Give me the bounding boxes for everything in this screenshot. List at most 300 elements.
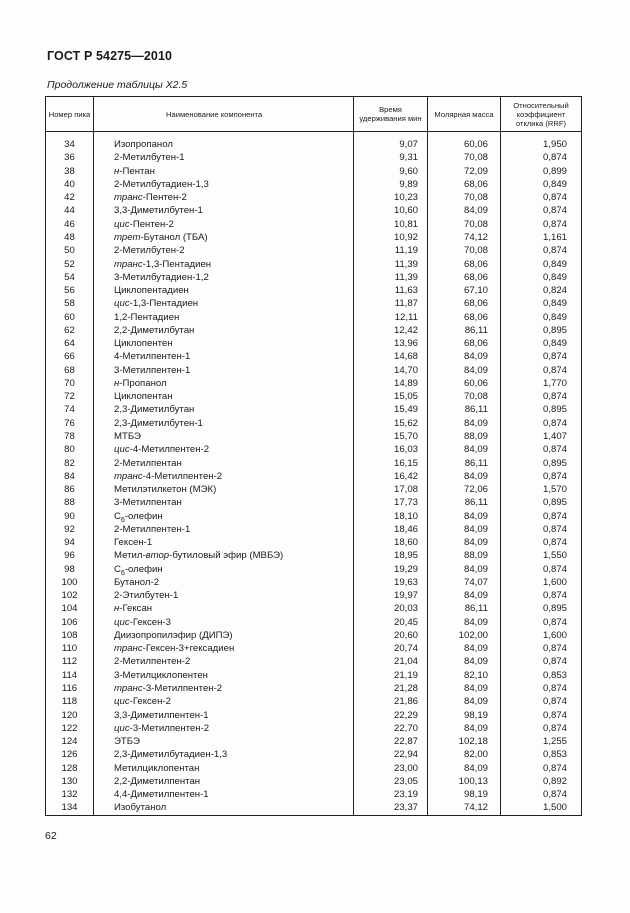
cell-peak-number: 88 bbox=[46, 496, 94, 509]
name-text: 3-Метилциклопентен bbox=[114, 669, 208, 681]
cell-retention-time: 16,03 bbox=[354, 443, 428, 456]
cell-retention-time: 20,74 bbox=[354, 642, 428, 655]
name-text: 2-Метилбутен-1 bbox=[114, 152, 185, 164]
cell-peak-number: 94 bbox=[46, 536, 94, 549]
cell-peak-number: 42 bbox=[46, 191, 94, 204]
cell-retention-time: 22,94 bbox=[354, 748, 428, 761]
name-text: 2-Метилпентан bbox=[114, 457, 182, 469]
table-row bbox=[46, 443, 582, 456]
cell-component-name bbox=[94, 364, 354, 377]
cell-retention-time: 21,86 bbox=[354, 695, 428, 708]
cell-peak-number: 38 bbox=[46, 165, 94, 178]
table-row bbox=[46, 616, 582, 629]
cell-retention-time: 9,07 bbox=[354, 132, 428, 152]
table-row bbox=[46, 735, 582, 748]
cell-molar-mass: 60,06 bbox=[428, 377, 501, 390]
cell-component-name bbox=[94, 563, 354, 576]
cell-component-name bbox=[94, 602, 354, 615]
cell-component-name bbox=[94, 509, 354, 522]
cell-retention-time: 9,60 bbox=[354, 165, 428, 178]
cell-component-name bbox=[94, 132, 354, 152]
cell-peak-number: 132 bbox=[46, 788, 94, 801]
cell-component-name bbox=[94, 695, 354, 708]
cell-component-name bbox=[94, 669, 354, 682]
table-row bbox=[46, 417, 582, 430]
name-italic-prefix: н bbox=[114, 603, 120, 615]
page-number: 62 bbox=[45, 830, 57, 842]
cell-retention-time: 15,62 bbox=[354, 417, 428, 430]
cell-rrf: 0,874 bbox=[501, 390, 582, 403]
table-row bbox=[46, 350, 582, 363]
cell-peak-number: 122 bbox=[46, 722, 94, 735]
name-text: -1,3-Пентадиен bbox=[129, 298, 199, 310]
cell-component-name bbox=[94, 775, 354, 788]
cell-rrf: 1,407 bbox=[501, 430, 582, 443]
cell-peak-number: 50 bbox=[46, 244, 94, 257]
cell-molar-mass: 70,08 bbox=[428, 191, 501, 204]
cell-component-name bbox=[94, 443, 354, 456]
name-text: -Пентен-2 bbox=[129, 218, 174, 230]
name-text: 4,4-Диметилпентен-1 bbox=[114, 789, 209, 801]
cell-rrf: 1,600 bbox=[501, 629, 582, 642]
cell-molar-mass: 88,09 bbox=[428, 549, 501, 562]
name-text: 3,3-Диметилпентен-1 bbox=[114, 709, 209, 721]
cell-rrf: 1,770 bbox=[501, 377, 582, 390]
cell-rrf: 1,570 bbox=[501, 483, 582, 496]
cell-component-name bbox=[94, 297, 354, 310]
cell-retention-time: 17,73 bbox=[354, 496, 428, 509]
cell-retention-time: 22,87 bbox=[354, 735, 428, 748]
cell-rrf: 0,874 bbox=[501, 563, 582, 576]
cell-peak-number: 120 bbox=[46, 708, 94, 721]
cell-rrf: 0,874 bbox=[501, 788, 582, 801]
cell-rrf: 0,874 bbox=[501, 642, 582, 655]
name-italic-prefix: транс bbox=[114, 258, 143, 270]
cell-retention-time: 10,23 bbox=[354, 191, 428, 204]
cell-rrf: 0,895 bbox=[501, 456, 582, 469]
cell-molar-mass: 68,06 bbox=[428, 257, 501, 270]
name-subscript: 6 bbox=[120, 516, 125, 523]
cell-molar-mass: 84,09 bbox=[428, 523, 501, 536]
cell-peak-number: 128 bbox=[46, 761, 94, 774]
cell-rrf: 0,874 bbox=[501, 443, 582, 456]
cell-rrf: 0,874 bbox=[501, 350, 582, 363]
cell-peak-number: 48 bbox=[46, 231, 94, 244]
name-text: Бутанол-2 bbox=[114, 576, 160, 588]
cell-rrf: 0,874 bbox=[501, 655, 582, 668]
cell-retention-time: 9,89 bbox=[354, 178, 428, 191]
cell-retention-time: 21,19 bbox=[354, 669, 428, 682]
table-row bbox=[46, 496, 582, 509]
cell-retention-time: 19,29 bbox=[354, 563, 428, 576]
cell-component-name bbox=[94, 576, 354, 589]
table-row bbox=[46, 523, 582, 536]
cell-molar-mass: 67,10 bbox=[428, 284, 501, 297]
name-text: МТБЭ bbox=[114, 430, 141, 442]
table-row bbox=[46, 297, 582, 310]
cell-component-name bbox=[94, 178, 354, 191]
table-row bbox=[46, 695, 582, 708]
cell-rrf: 0,824 bbox=[501, 284, 582, 297]
cell-molar-mass: 70,08 bbox=[428, 151, 501, 164]
cell-rrf: 0,895 bbox=[501, 602, 582, 615]
cell-peak-number: 98 bbox=[46, 563, 94, 576]
name-italic-prefix: цис bbox=[114, 218, 130, 230]
table-row bbox=[46, 536, 582, 549]
cell-retention-time: 15,05 bbox=[354, 390, 428, 403]
name-text: 3-Метилбутадиен-1,2 bbox=[114, 271, 209, 283]
cell-retention-time: 21,28 bbox=[354, 682, 428, 695]
cell-peak-number: 96 bbox=[46, 549, 94, 562]
table-row bbox=[46, 165, 582, 178]
cell-component-name bbox=[94, 642, 354, 655]
cell-peak-number: 90 bbox=[46, 509, 94, 522]
header-rrf: Относительный коэффициент отклика (RRF) bbox=[501, 97, 582, 132]
table-body bbox=[46, 132, 582, 816]
cell-component-name bbox=[94, 456, 354, 469]
table-row bbox=[46, 509, 582, 522]
cell-peak-number: 36 bbox=[46, 151, 94, 164]
cell-component-name bbox=[94, 788, 354, 801]
name-text: 1,2-Пентадиен bbox=[114, 311, 180, 323]
cell-molar-mass: 74,07 bbox=[428, 576, 501, 589]
table-row bbox=[46, 722, 582, 735]
cell-component-name bbox=[94, 257, 354, 270]
name-text: -Пропанол bbox=[119, 377, 167, 389]
cell-component-name bbox=[94, 403, 354, 416]
table-row bbox=[46, 231, 582, 244]
cell-rrf: 0,874 bbox=[501, 536, 582, 549]
cell-molar-mass: 98,19 bbox=[428, 788, 501, 801]
cell-molar-mass: 84,09 bbox=[428, 589, 501, 602]
cell-molar-mass: 86,11 bbox=[428, 456, 501, 469]
cell-component-name bbox=[94, 536, 354, 549]
cell-retention-time: 21,04 bbox=[354, 655, 428, 668]
cell-rrf: 0,874 bbox=[501, 470, 582, 483]
cell-molar-mass: 84,09 bbox=[428, 443, 501, 456]
cell-rrf: 0,874 bbox=[501, 151, 582, 164]
component-table-container bbox=[45, 96, 581, 816]
name-text: Изобутанол bbox=[114, 802, 167, 814]
table-row bbox=[46, 178, 582, 191]
cell-retention-time: 11,39 bbox=[354, 257, 428, 270]
cell-molar-mass: 86,11 bbox=[428, 602, 501, 615]
header-peak-number: Номер пика bbox=[46, 97, 94, 132]
name-text: С bbox=[114, 510, 121, 522]
name-italic-prefix: транс bbox=[114, 683, 143, 695]
cell-retention-time: 15,70 bbox=[354, 430, 428, 443]
cell-component-name bbox=[94, 377, 354, 390]
cell-molar-mass: 84,09 bbox=[428, 417, 501, 430]
cell-retention-time: 19,97 bbox=[354, 589, 428, 602]
cell-molar-mass: 84,09 bbox=[428, 642, 501, 655]
cell-retention-time: 18,10 bbox=[354, 509, 428, 522]
cell-peak-number: 134 bbox=[46, 801, 94, 815]
table-row bbox=[46, 775, 582, 788]
cell-molar-mass: 84,09 bbox=[428, 761, 501, 774]
name-text: -4-Метилпентен-2 bbox=[129, 444, 210, 456]
cell-rrf: 0,853 bbox=[501, 669, 582, 682]
name-subscript: 6 bbox=[120, 569, 125, 576]
cell-rrf: 0,849 bbox=[501, 297, 582, 310]
name-text: 3-Метилпентан bbox=[114, 497, 182, 509]
cell-molar-mass: 74,12 bbox=[428, 801, 501, 815]
name-italic-prefix: транс bbox=[114, 192, 143, 204]
name-text: Метилциклопентан bbox=[114, 762, 200, 774]
table-row bbox=[46, 456, 582, 469]
cell-retention-time: 15,49 bbox=[354, 403, 428, 416]
cell-peak-number: 60 bbox=[46, 310, 94, 323]
cell-rrf: 0,874 bbox=[501, 761, 582, 774]
name-text: 2,3-Диметилбутан bbox=[114, 404, 195, 416]
table-row bbox=[46, 310, 582, 323]
name-text: -4-Метилпентен-2 bbox=[142, 470, 223, 482]
cell-rrf: 0,874 bbox=[501, 509, 582, 522]
cell-peak-number: 58 bbox=[46, 297, 94, 310]
name-text: 2,3-Диметилбутен-1 bbox=[114, 417, 203, 429]
name-suffix: -олефин bbox=[124, 563, 163, 575]
name-text: 2-Метилпентен-2 bbox=[114, 656, 191, 668]
name-text: 3,3-Диметилбутен-1 bbox=[114, 205, 203, 217]
cell-peak-number: 92 bbox=[46, 523, 94, 536]
cell-molar-mass: 60,06 bbox=[428, 132, 501, 152]
cell-molar-mass: 82,10 bbox=[428, 669, 501, 682]
name-text: -Пентан bbox=[119, 165, 155, 177]
name-italic-prefix: цис bbox=[114, 298, 130, 310]
cell-molar-mass: 84,09 bbox=[428, 509, 501, 522]
name-text: 2-Этилбутен-1 bbox=[114, 590, 179, 602]
cell-retention-time: 23,05 bbox=[354, 775, 428, 788]
cell-component-name bbox=[94, 231, 354, 244]
name-text: -Гексен-3 bbox=[129, 616, 171, 628]
name-text: -Гексан bbox=[119, 603, 153, 615]
cell-molar-mass: 72,09 bbox=[428, 165, 501, 178]
name-text: Изопропанол bbox=[114, 139, 173, 151]
cell-peak-number: 62 bbox=[46, 324, 94, 337]
table-row bbox=[46, 629, 582, 642]
cell-peak-number: 114 bbox=[46, 669, 94, 682]
name-italic-mid: втор bbox=[145, 550, 170, 562]
cell-molar-mass: 68,06 bbox=[428, 310, 501, 323]
cell-retention-time: 11,39 bbox=[354, 271, 428, 284]
name-text: 2,2-Диметилпентан bbox=[114, 775, 201, 787]
cell-peak-number: 52 bbox=[46, 257, 94, 270]
cell-retention-time: 12,11 bbox=[354, 310, 428, 323]
cell-peak-number: 86 bbox=[46, 483, 94, 496]
cell-peak-number: 78 bbox=[46, 430, 94, 443]
cell-component-name bbox=[94, 629, 354, 642]
cell-retention-time: 10,60 bbox=[354, 204, 428, 217]
cell-rrf: 0,874 bbox=[501, 616, 582, 629]
cell-component-name bbox=[94, 324, 354, 337]
cell-peak-number: 108 bbox=[46, 629, 94, 642]
name-suffix: -олефин bbox=[124, 510, 163, 522]
cell-retention-time: 20,60 bbox=[354, 629, 428, 642]
cell-peak-number: 110 bbox=[46, 642, 94, 655]
table-row bbox=[46, 748, 582, 761]
name-italic-prefix: н bbox=[114, 165, 120, 177]
name-text: Циклопентан bbox=[114, 391, 173, 403]
cell-retention-time: 18,60 bbox=[354, 536, 428, 549]
cell-component-name bbox=[94, 496, 354, 509]
cell-retention-time: 16,42 bbox=[354, 470, 428, 483]
cell-peak-number: 118 bbox=[46, 695, 94, 708]
cell-rrf: 0,874 bbox=[501, 722, 582, 735]
cell-peak-number: 72 bbox=[46, 390, 94, 403]
cell-molar-mass: 98,19 bbox=[428, 708, 501, 721]
cell-peak-number: 84 bbox=[46, 470, 94, 483]
name-italic-prefix: цис bbox=[114, 444, 130, 456]
cell-molar-mass: 86,11 bbox=[428, 496, 501, 509]
cell-peak-number: 44 bbox=[46, 204, 94, 217]
standard-title: ГОСТ Р 54275—2010 bbox=[47, 49, 173, 63]
cell-retention-time: 11,63 bbox=[354, 284, 428, 297]
cell-rrf: 0,895 bbox=[501, 403, 582, 416]
cell-retention-time: 23,19 bbox=[354, 788, 428, 801]
cell-component-name bbox=[94, 748, 354, 761]
cell-rrf: 1,500 bbox=[501, 801, 582, 815]
cell-peak-number: 68 bbox=[46, 364, 94, 377]
cell-rrf: 0,874 bbox=[501, 708, 582, 721]
cell-molar-mass: 68,06 bbox=[428, 337, 501, 350]
name-text: Циклопентен bbox=[114, 338, 173, 350]
cell-component-name bbox=[94, 722, 354, 735]
header-molar-mass: Молярная масса bbox=[428, 97, 501, 132]
cell-component-name bbox=[94, 523, 354, 536]
cell-component-name bbox=[94, 218, 354, 231]
table-row bbox=[46, 204, 582, 217]
cell-rrf: 1,950 bbox=[501, 132, 582, 152]
table-row bbox=[46, 682, 582, 695]
name-italic-prefix: транс bbox=[114, 643, 143, 655]
name-text: С bbox=[114, 563, 121, 575]
table-row bbox=[46, 324, 582, 337]
table-row bbox=[46, 708, 582, 721]
cell-peak-number: 102 bbox=[46, 589, 94, 602]
table-row bbox=[46, 788, 582, 801]
cell-rrf: 1,550 bbox=[501, 549, 582, 562]
cell-peak-number: 40 bbox=[46, 178, 94, 191]
cell-component-name bbox=[94, 390, 354, 403]
cell-component-name bbox=[94, 470, 354, 483]
cell-rrf: 1,600 bbox=[501, 576, 582, 589]
cell-rrf: 1,255 bbox=[501, 735, 582, 748]
cell-peak-number: 64 bbox=[46, 337, 94, 350]
cell-molar-mass: 84,09 bbox=[428, 350, 501, 363]
name-text: 2,2-Диметилбутан bbox=[114, 324, 195, 336]
cell-retention-time: 20,45 bbox=[354, 616, 428, 629]
name-text: Диизопропилэфир (ДИПЭ) bbox=[114, 629, 233, 641]
table-row bbox=[46, 364, 582, 377]
cell-retention-time: 18,46 bbox=[354, 523, 428, 536]
name-text: 3-Метилпентен-1 bbox=[114, 364, 191, 376]
cell-rrf: 0,874 bbox=[501, 191, 582, 204]
name-italic-prefix: цис bbox=[114, 696, 130, 708]
cell-peak-number: 104 bbox=[46, 602, 94, 615]
cell-rrf: 1,161 bbox=[501, 231, 582, 244]
header-retention-time: Время удерживания мин bbox=[354, 97, 428, 132]
cell-component-name bbox=[94, 271, 354, 284]
cell-peak-number: 34 bbox=[46, 132, 94, 152]
table-row bbox=[46, 589, 582, 602]
cell-molar-mass: 84,09 bbox=[428, 470, 501, 483]
cell-retention-time: 17,08 bbox=[354, 483, 428, 496]
cell-molar-mass: 100,13 bbox=[428, 775, 501, 788]
name-text: Метилэтилкетон (МЭК) bbox=[114, 484, 217, 496]
table-caption: Продолжение таблицы Х2.5 bbox=[47, 79, 188, 91]
table-row bbox=[46, 655, 582, 668]
name-text: -Гексен-3+гексадиен bbox=[142, 643, 235, 655]
cell-rrf: 0,895 bbox=[501, 496, 582, 509]
cell-component-name bbox=[94, 483, 354, 496]
cell-molar-mass: 70,08 bbox=[428, 218, 501, 231]
name-text: 2,3-Диметилбутадиен-1,3 bbox=[114, 749, 228, 761]
cell-rrf: 0,892 bbox=[501, 775, 582, 788]
cell-peak-number: 130 bbox=[46, 775, 94, 788]
table-row bbox=[46, 271, 582, 284]
cell-molar-mass: 84,09 bbox=[428, 364, 501, 377]
name-italic-prefix: транс bbox=[114, 470, 143, 482]
name-italic-prefix: трет bbox=[114, 231, 141, 243]
name-text: 4-Метилпентен-1 bbox=[114, 351, 191, 363]
cell-molar-mass: 72,06 bbox=[428, 483, 501, 496]
cell-rrf: 0,849 bbox=[501, 271, 582, 284]
table-row bbox=[46, 132, 582, 152]
table-row bbox=[46, 549, 582, 562]
cell-peak-number: 116 bbox=[46, 682, 94, 695]
cell-component-name bbox=[94, 708, 354, 721]
cell-retention-time: 14,70 bbox=[354, 364, 428, 377]
name-text: Метил- bbox=[114, 550, 146, 562]
name-text: -1,3-Пентадиен bbox=[142, 258, 212, 270]
cell-rrf: 0,874 bbox=[501, 218, 582, 231]
cell-peak-number: 76 bbox=[46, 417, 94, 430]
cell-peak-number: 106 bbox=[46, 616, 94, 629]
cell-retention-time: 12,42 bbox=[354, 324, 428, 337]
cell-component-name bbox=[94, 616, 354, 629]
cell-component-name bbox=[94, 310, 354, 323]
cell-peak-number: 126 bbox=[46, 748, 94, 761]
name-text: -Гексен-2 bbox=[129, 696, 171, 708]
cell-rrf: 0,874 bbox=[501, 417, 582, 430]
name-text: 2-Метилпентен-1 bbox=[114, 523, 191, 535]
cell-rrf: 0,874 bbox=[501, 364, 582, 377]
name-text: Циклопентадиен bbox=[114, 285, 189, 297]
name-italic-prefix: цис bbox=[114, 722, 130, 734]
cell-rrf: 0,849 bbox=[501, 310, 582, 323]
cell-molar-mass: 74,12 bbox=[428, 231, 501, 244]
name-text: 2-Метилбутадиен-1,3 bbox=[114, 178, 209, 190]
cell-retention-time: 11,87 bbox=[354, 297, 428, 310]
table-row bbox=[46, 642, 582, 655]
cell-retention-time: 18,95 bbox=[354, 549, 428, 562]
cell-rrf: 0,849 bbox=[501, 257, 582, 270]
cell-retention-time: 19,63 bbox=[354, 576, 428, 589]
cell-retention-time: 23,37 bbox=[354, 801, 428, 815]
cell-retention-time: 20,03 bbox=[354, 602, 428, 615]
cell-retention-time: 22,70 bbox=[354, 722, 428, 735]
cell-component-name bbox=[94, 244, 354, 257]
table-row bbox=[46, 483, 582, 496]
table-row bbox=[46, 151, 582, 164]
cell-rrf: 0,849 bbox=[501, 337, 582, 350]
cell-retention-time: 16,15 bbox=[354, 456, 428, 469]
cell-component-name bbox=[94, 682, 354, 695]
cell-peak-number: 112 bbox=[46, 655, 94, 668]
cell-component-name bbox=[94, 801, 354, 815]
cell-peak-number: 82 bbox=[46, 456, 94, 469]
cell-peak-number: 70 bbox=[46, 377, 94, 390]
